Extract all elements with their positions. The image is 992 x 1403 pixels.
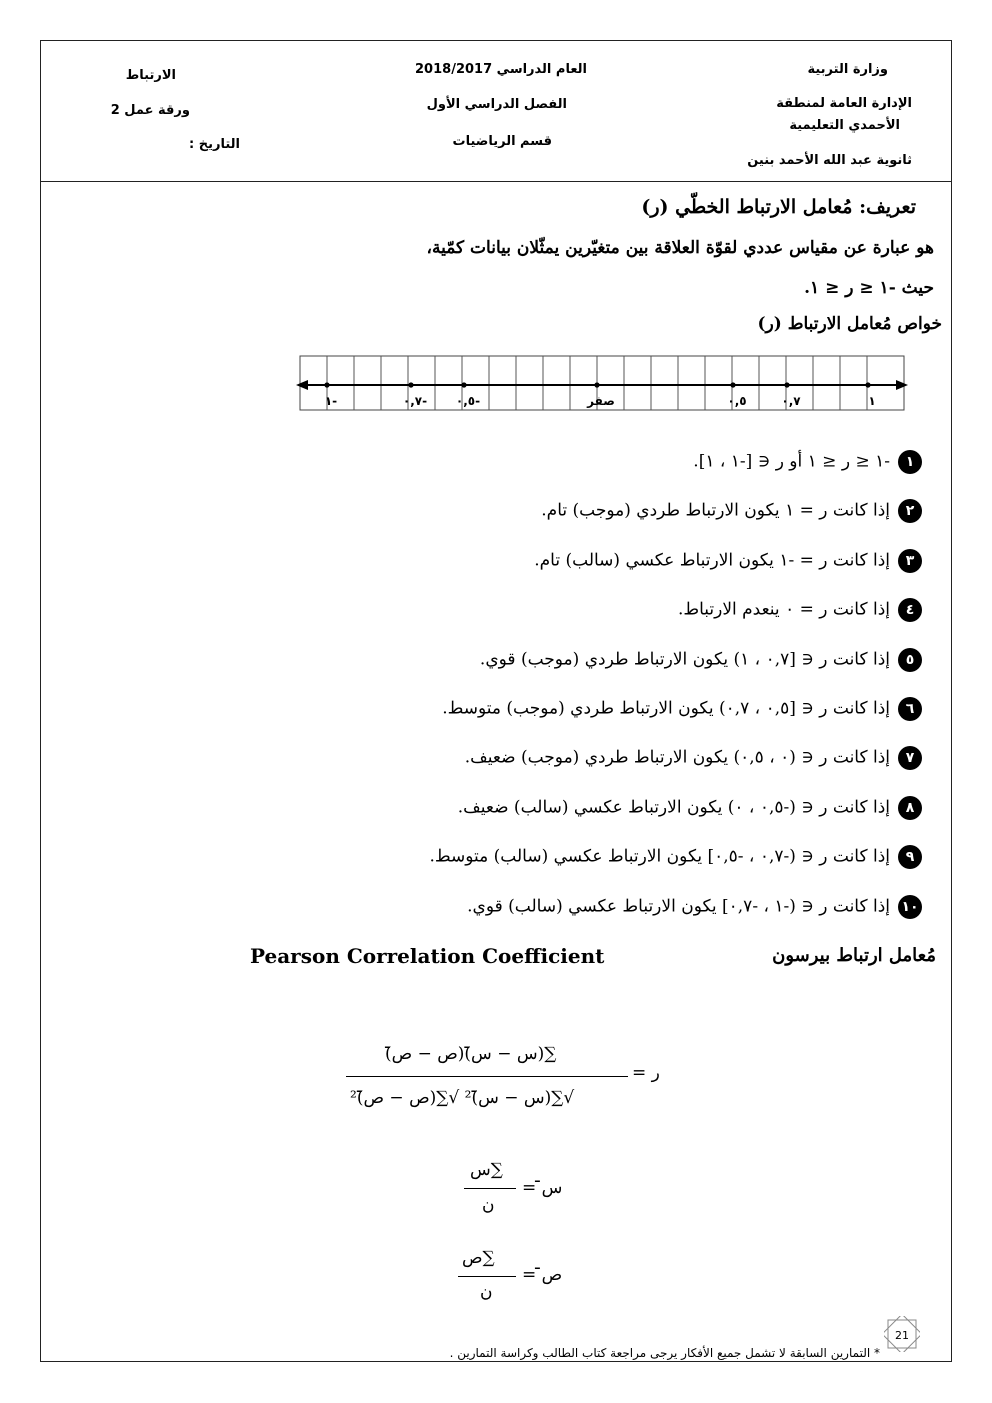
number-line-point [730,382,735,387]
topic-label: الارتباط [125,68,176,83]
worksheet-label: ورقة عمل 2 [110,103,190,118]
property-2 [541,499,922,523]
number-line-left-arrow [296,380,308,390]
mean-x-lhs: س̄ = [522,1178,563,1198]
property-number: ٢ [898,499,922,523]
number-line-point [865,382,870,387]
property-number: ٤ [898,598,922,622]
property-4 [678,598,922,622]
mean-y-bar [458,1276,516,1277]
property-number: ٧ [898,746,922,770]
definition-text: هو عبارة عن مقياس عددي لقوّة العلاقة بين متغيّرين يمثّلان بيانات كمّية، [426,238,934,258]
mean-x-numerator: ∑س [470,1160,503,1180]
formula-fraction-bar [346,1076,628,1077]
property-text: إذا كانت ر ∈ (-١ ، -٠,٧] يكون الارتباط عكسي (سالب) قوي. [467,896,890,917]
property-text: إذا كانت ر ∈ [٠,٧ ، ١) يكون الارتباط طردي (موجب) قوي. [479,649,890,670]
property-text: إذا كانت ر ∈ (-٠,٥ ، ٠) يكون الارتباط عكسي (سالب) ضعيف. [457,797,890,818]
property-text: إذا كانت ر = ٠ ينعدم الارتباط. [677,599,890,620]
property-number: ٨ [898,796,922,820]
property-number: ٣ [898,549,922,573]
directorate-name: الإدارة العامة لمنطقة [776,96,912,111]
ministry-name: وزارة التربية [807,62,888,77]
footer-note: * التمارين السابقة لا تشمل جميع الأفكار يرجى مراجعة كتاب الطالب وكراسة التمارين . [449,1346,880,1360]
property-text: إذا كانت ر = ١ يكون الارتباط طردي (موجب) تام. [541,500,890,521]
property-1 [693,450,922,474]
number-line-label: ٠,٥ [727,394,747,408]
property-text: إذا كانت ر ∈ (-٠,٧ ، -٠,٥] يكون الارتباط عكسي (سالب) متوسط. [429,846,890,867]
property-10 [467,895,922,919]
number-line-label: ٠,٧- [402,394,428,408]
page-number-badge [884,1316,920,1352]
academic-year: العام الدراسي 2018/2017 [415,62,587,77]
page-number: 21 [895,1329,909,1342]
number-line-label: ٠,٥- [455,394,481,408]
mean-y-lhs: ص̄ = [522,1265,563,1285]
property-text: -١ ≤ ر ≤ ١ أو ر ∈ [-١ ، ١]. [693,451,890,472]
formula-numerator: ∑(س − س̄)(ص − ص̄) [385,1044,557,1064]
property-number: ١٠ [898,895,922,919]
number-line-label: ١ [868,394,876,408]
mean-y-denominator: ن [480,1282,493,1302]
number-line-right-arrow [896,380,908,390]
date-label: التاريخ : [189,137,240,152]
property-number: ١ [898,450,922,474]
number-line-point [594,382,599,387]
semester: الفصل الدراسي الأول [426,97,567,112]
property-text: إذا كانت ر = -١ يكون الارتباط عكسي (سالب) تام. [534,550,890,571]
property-number: ٥ [898,648,922,672]
property-text: إذا كانت ر ∈ [٠,٥ ، ٠,٧) يكون الارتباط طردي (موجب) متوسط. [442,698,890,719]
school-name: ثانوية عبد الله الأحمد بنين [747,153,912,168]
number-line [296,354,910,412]
department: قسم الرياضيات [452,134,552,149]
property-number: ٩ [898,845,922,869]
property-number: ٦ [898,697,922,721]
number-line-label: ١- [324,394,338,408]
property-7 [465,746,922,770]
number-line-point [324,382,329,387]
number-line-point [784,382,789,387]
property-3 [534,549,922,573]
header-divider [40,181,952,182]
property-text: إذا كانت ر ∈ (٠ ، ٠,٥) يكون الارتباط طردي (موجب) ضعيف. [464,747,890,768]
property-8 [458,796,922,820]
number-line-point [461,382,466,387]
pearson-title-ar: مُعامل ارتباط بيرسون [772,945,936,966]
property-9 [429,845,922,869]
formula-r-lhs: ر = [632,1063,660,1083]
properties-title: خواص مُعامل الارتباط (ر) [757,314,942,334]
number-line-label: ٠,٧ [781,394,801,408]
mean-y-numerator: ∑ص [462,1248,495,1268]
definition-title: تعريف: مُعامل الارتباط الخطّي (ر) [641,196,916,218]
pearson-title-en: Pearson Correlation Coefficient [250,944,605,968]
property-6 [442,697,922,721]
district-name: الأحمدي التعليمية [789,118,900,133]
number-line-label: صفر [587,394,615,408]
formula-denominator: √∑(س − س̄)² √∑(ص − ص̄)² [350,1088,575,1108]
property-5 [480,648,922,672]
mean-x-bar [464,1188,516,1189]
number-line-point [408,382,413,387]
mean-x-denominator: ن [482,1195,495,1215]
definition-range: حيث -١ ≤ ر ≤ ١. [804,278,934,298]
